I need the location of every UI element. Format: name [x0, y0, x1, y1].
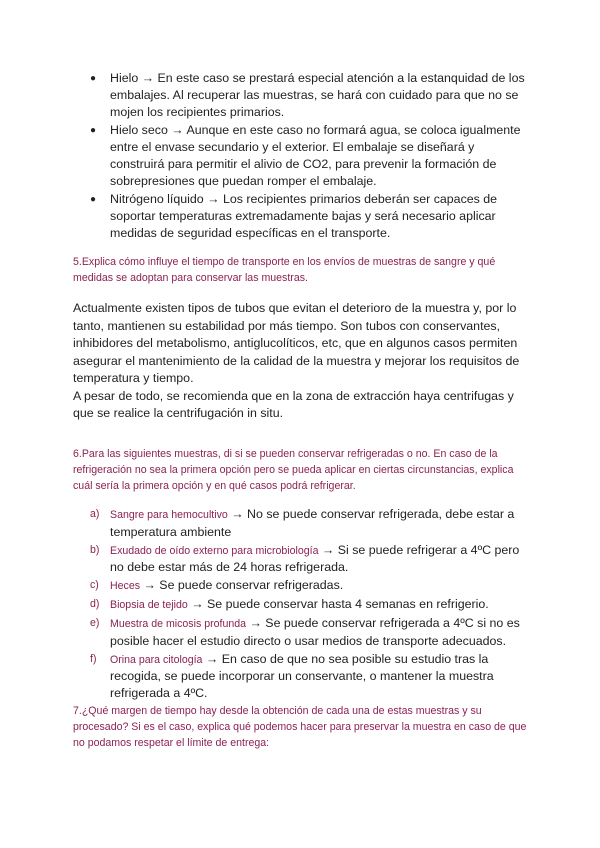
question-7: 7.¿Qué margen de tiempo hay desde la obtención de cada una de estas muestras y su procesado? Si es el caso, explica qué podemos hacer para preservar la muestra en caso de que no podamos respetar el límite de entrega: — [73, 705, 527, 749]
sample-item-e — [88, 615, 528, 649]
sample-label: Orina para citología — [110, 653, 203, 666]
question-6: 6.Para las siguientes muestras, di si se pueden conservar refrigeradas o no. En caso de la refrigeración no sea la primera opción pero se pueda aplicar en ciertas circunstancias, explica cuál sería la primera opción y en qué casos podrá refrigerar. — [73, 448, 514, 492]
sample-answer: → En caso de que no sea posible su estudio tras la recogida, se puede incorporar un conservante, o mantener la muestra refrigerada a 4ºC. — [110, 651, 494, 700]
item-letter: c) — [90, 579, 99, 591]
sample-answer: → Se puede conservar refrigerada a 4ºC si no es posible hacer el estudio directo o usar medios de transporte adecuados. — [110, 616, 520, 648]
answer-5-paragraph-1: Actualmente existen tipos de tubos que evitan el deterioro de la muestra y, por lo tanto, mantienen su estabilidad por más tiempo. Son tubos con conservantes, inhibidores del metabolismo, antiglucolíticos, etc, que en algunos casos permiten asegurar el mantenimiento de la calidad de la muestra y mejorar los requisitos de temperatura y tiempo. — [73, 301, 520, 385]
samples-list — [88, 506, 528, 703]
sample-label: Biopsia de tejido — [110, 599, 188, 611]
sample-item-a — [88, 506, 528, 540]
bullet-icon: ● — [90, 125, 97, 136]
item-letter: e) — [90, 617, 100, 629]
bullet-text: Hielo → En este caso se prestará especial atención a la estanquidad de los embalajes. Al recuperar las muestras, se hará con cuidado para que no se mojen los recipientes primarios. — [110, 71, 525, 119]
sample-answer: → No se puede conservar refrigerada, debe estar a temperatura ambiente — [110, 507, 515, 539]
bullet-text: Hielo seco → Aunque en este caso no formará agua, se coloca igualmente entre el envase secundario y el exterior. El embalaje se diseñará y construirá para permitir el alivio de CO2, para prevenir la formación de sobrepresiones que puedan romper el embalaje. — [110, 123, 521, 188]
preservation-bullet-list — [88, 70, 528, 243]
question-5: 5.Explica cómo influye el tiempo de transporte en los envíos de muestras de sangre y qué medidas se adoptan para conservar las muestras. — [73, 256, 496, 284]
bullet-item-liquid-nitrogen — [88, 191, 528, 242]
sample-item-c — [88, 577, 528, 595]
answer-5-paragraph-2: A pesar de todo, se recomienda que en la zona de extracción haya centrifugas y que se realice la centrifugación in situ. — [73, 388, 514, 420]
sample-answer: → Se puede conservar hasta 4 semanas en refrigerio. — [187, 597, 489, 611]
sample-label: Muestra de micosis profunda — [110, 618, 247, 630]
sample-label: Heces — [110, 580, 141, 592]
item-letter: a) — [90, 508, 100, 520]
item-letter: b) — [90, 543, 100, 556]
item-letter: f) — [90, 652, 97, 665]
bullet-icon: ● — [90, 194, 97, 205]
bullet-text: Nitrógeno líquido → Los recipientes primarios deberán ser capaces de soportar temperaturas extremadamente bajas y será necesario aplicar medidas de seguridad específicas en el transporte. — [110, 192, 498, 240]
sample-label: Exudado de oído externo para microbiología — [110, 544, 319, 557]
bullet-item-dry-ice — [88, 122, 528, 190]
item-letter: d) — [90, 598, 100, 610]
answer-5 — [73, 300, 528, 423]
sample-label: Sangre para hemocultivo — [110, 509, 228, 521]
bullet-icon: ● — [90, 73, 97, 84]
bullet-item-ice — [88, 70, 528, 121]
sample-answer: → Si se puede refrigerar a 4ºC pero no debe estar más de 24 horas refrigerada. — [110, 542, 520, 574]
sample-item-b — [88, 542, 528, 576]
sample-item-f — [88, 651, 528, 702]
sample-answer: → Se puede conservar refrigeradas. — [140, 578, 344, 592]
sample-item-d — [88, 596, 528, 614]
